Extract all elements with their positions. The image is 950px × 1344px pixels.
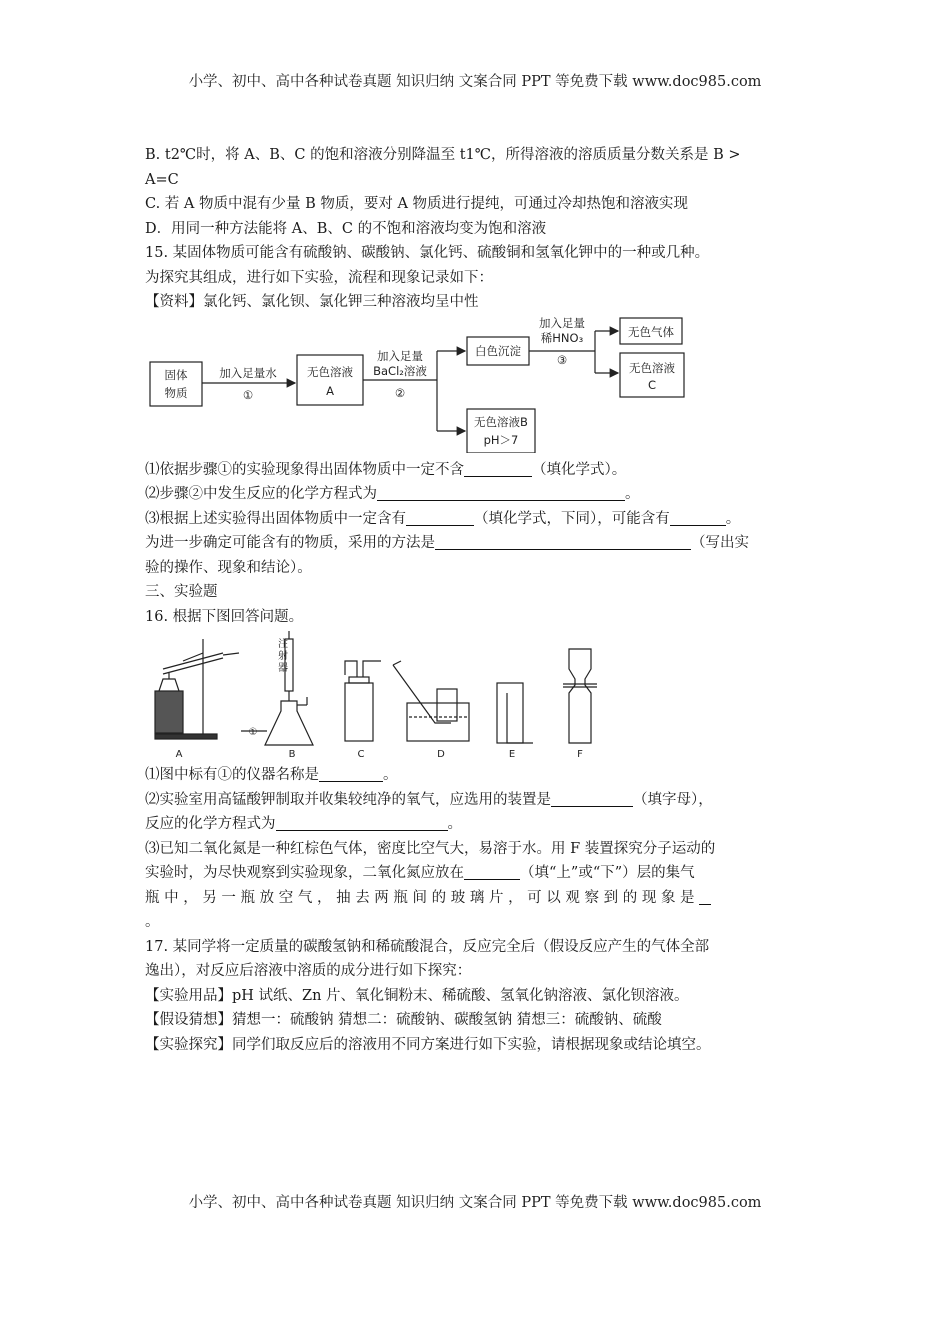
q16-part2-blank1[interactable]: [551, 789, 633, 807]
label-a: A: [175, 749, 183, 759]
section-3-title: 三、实验题: [145, 584, 218, 600]
q15-part1: ⑴依据步骤①的实验现象得出固体物质中一定不含 （填化学式）。: [145, 458, 815, 483]
q16-stem: 16. 根据下图回答问题。: [145, 608, 304, 625]
apparatus-e: [497, 683, 533, 743]
syringe-label-2: 射: [278, 651, 288, 662]
flow-step3-label-line2: 稀HNO₃: [540, 330, 584, 345]
q17-explore: 【实验探究】同学们取反应后的溶液用不同方案进行如下实验，请根据现象或结论填空。: [145, 1036, 711, 1053]
flow-gas: 无色气体: [628, 324, 674, 339]
q16-part3-blank2[interactable]: [699, 887, 711, 905]
flow-solution-b-line2: pH＞7: [483, 432, 519, 447]
q17-stem-line1: 17. 某同学将一定质量的碳酸氢钠和稀硫酸混合，反应完全后（假设反应产生的气体全部: [145, 938, 710, 955]
q16-part2-blank2[interactable]: [276, 813, 448, 831]
page-footer: 小学、初中、高中各种试卷真题 知识归纳 文案合同 PPT 等免费下载 www.doc985.com: [188, 1195, 762, 1211]
flow-step1-num: ①: [242, 387, 254, 402]
flow-solution-c-line1: 无色溶液: [629, 360, 675, 375]
label-c: C: [357, 749, 365, 759]
apparatus-d: [393, 661, 469, 741]
flow-step3-num: ③: [556, 352, 568, 367]
flow-step3-label-line1: 加入足量: [539, 315, 585, 330]
label-f: F: [577, 749, 583, 759]
q15-part1-blank[interactable]: [464, 459, 532, 477]
q16-part2-line2: 反应的化学方程式为 。: [145, 812, 815, 837]
q17-materials: 【实验用品】pH 试纸、Zn 片、氧化铜粉末、稀硫酸、氢氧化钠溶液、氯化钡溶液。: [145, 987, 689, 1004]
q15-part2-blank[interactable]: [377, 483, 625, 501]
flow-solid-line1: 固体: [164, 367, 188, 382]
q15-part3-line3: 验的操作、现象和结论）。: [145, 559, 312, 576]
flow-step2-label-line1: 加入足量: [377, 348, 423, 363]
q15-info: 【资料】氯化钙、氯化钡、氯化钾三种溶液均呈中性: [145, 294, 479, 310]
q14-option-d: D．用同一种方法能将 A、B、C 的不饱和溶液均变为饱和溶液: [145, 220, 547, 237]
q16-part3-line3: 瓶 中 ， 另 一 瓶 放 空 气 ， 抽 去 两 瓶 间 的 玻 璃 片 ， 可 以 观 察 到 的 现 象 是: [145, 886, 815, 911]
q17-hypothesis: 【假设猜想】猜想一：硫酸钠 猜想二：硫酸钠、碳酸氢钠 猜想三：硫酸钠、硫酸: [145, 1012, 662, 1028]
syringe-label-1: 注: [278, 639, 288, 650]
q14-option-b-line1: B. t2℃时，将 A、B、C 的饱和溶液分别降温至 t1℃，所得溶液的溶质质量分数关系是 B >: [145, 147, 741, 163]
q15-part3-blank1[interactable]: [406, 508, 474, 526]
q14-option-c: C. 若 A 物质中混有少量 B 物质，要对 A 物质进行提纯，可通过冷却热饱和溶液实现: [145, 196, 689, 212]
q15-part3-blank2[interactable]: [670, 508, 726, 526]
flow-step2-num: ②: [394, 385, 406, 400]
q16-part3-blank1[interactable]: [464, 862, 520, 880]
q15-stem-line1: 15. 某固体物质可能含有硫酸钠、碳酸钠、氯化钙、硫酸铜和氢氧化钾中的一种或几种。: [145, 245, 710, 261]
apparatus-c: [345, 661, 381, 741]
flow-solution-a-line2: A: [326, 383, 334, 398]
flow-solution-c-line2: C: [647, 377, 657, 392]
q16-part1: ⑴图中标有①的仪器名称是 。: [145, 763, 815, 788]
label-d: D: [437, 749, 445, 759]
label-e: E: [508, 749, 516, 759]
q16-part2-line1: ⑵实验室用高锰酸钾制取并收集较纯净的氧气，应选用的装置是 （填字母），: [145, 788, 815, 813]
syringe-label-3: 器: [278, 663, 288, 674]
flow-solid-line2: 物质: [164, 385, 188, 400]
q16-part3-line2: 实验时，为尽快观察到实验现象，二氧化氮应放在 （填“上”或“下”）层的集气: [145, 861, 815, 886]
document-body: [145, 143, 815, 1057]
flow-white-precipitate: 白色沉淀: [475, 343, 521, 358]
q16-apparatus-figure: [145, 631, 815, 759]
q16-part3-line1: ⑶已知二氧化氮是一种红棕色气体，密度比空气大，易溶于水。用 F 装置探究分子运动的: [145, 840, 716, 857]
flow-step1-label: 加入足量水: [219, 365, 277, 380]
apparatus-a: [155, 639, 239, 739]
q15-part3-blank3[interactable]: [435, 532, 691, 550]
label-b: B: [288, 749, 296, 759]
q15-stem-line2: 为探究其组成，进行如下实验，流程和现象记录如下：: [145, 269, 493, 286]
q14-option-b-line2: A=C: [145, 171, 179, 188]
flow-solution-a-line1: 无色溶液: [307, 364, 353, 379]
q15-part2: ⑵步骤②中发生反应的化学方程式为 。: [145, 482, 815, 507]
q15-part3-line1: ⑶根据上述实验得出固体物质中一定含有 （填化学式，下同），可能含有 。: [145, 507, 815, 532]
flow-solution-b-line1: 无色溶液B: [474, 414, 528, 429]
q16-part3-line4: 。: [145, 914, 160, 930]
marker-one: ①: [248, 727, 258, 738]
q15-flowchart: [145, 315, 815, 453]
apparatus-f: [563, 649, 597, 743]
page-header: 小学、初中、高中各种试卷真题 知识归纳 文案合同 PPT 等免费下载 www.doc985.com: [188, 74, 762, 90]
flow-step2-label-line2: BaCl₂溶液: [373, 363, 427, 378]
q16-part1-blank[interactable]: [319, 764, 383, 782]
q15-part3-line2: 为进一步确定可能含有的物质，采用的方法是 （写出实: [145, 531, 815, 556]
q17-stem-line2: 逸出），对反应后溶液中溶质的成分进行如下探究：: [145, 963, 472, 979]
